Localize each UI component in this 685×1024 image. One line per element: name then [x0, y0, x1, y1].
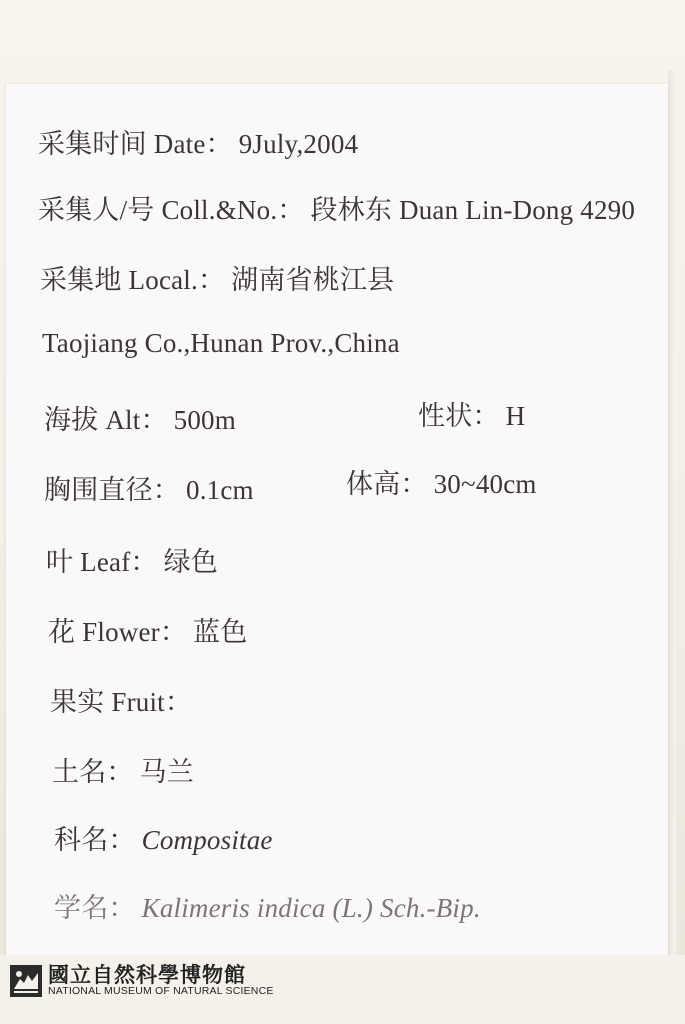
- fruit-label: 果实 Fruit：: [50, 687, 193, 717]
- flower-row: [48, 610, 247, 649]
- collector-label: 采集人/号 Coll.&No.：: [38, 195, 305, 225]
- family-label: 科名：: [54, 825, 136, 855]
- scientific-name-value: Kalimeris indica (L.) Sch.-Bip.: [141, 893, 481, 923]
- altitude-value: 500m: [173, 405, 236, 435]
- dbh-value: 0.1cm: [186, 475, 254, 505]
- dbh-label: 胸围直径：: [44, 475, 180, 505]
- locality-row: [40, 258, 394, 297]
- fruit-row: [50, 680, 198, 719]
- date-value: 9July,2004: [238, 129, 359, 159]
- leaf-value: 绿色: [163, 547, 219, 577]
- collector-row: [38, 188, 635, 227]
- habit-row: [418, 394, 525, 433]
- local-name-value: 马兰: [139, 757, 195, 787]
- date-label: 采集时间 Date：: [38, 129, 233, 159]
- family-row: [54, 818, 273, 857]
- collector-value: 段林东 Duan Lin-Dong 4290: [310, 195, 636, 225]
- dbh-row: [44, 468, 254, 507]
- leaf-label: 叶 Leaf：: [46, 547, 158, 577]
- locality-en-row: [42, 328, 400, 359]
- altitude-row: [44, 398, 236, 437]
- height-value: 30~40cm: [433, 469, 537, 499]
- locality-value: 湖南省桃江县: [231, 265, 395, 295]
- flower-label: 花 Flower：: [48, 617, 188, 647]
- museum-logo-icon: [10, 965, 42, 997]
- card-edge: [668, 70, 676, 970]
- altitude-label: 海拔 Alt：: [44, 405, 168, 435]
- leaf-row: [46, 540, 218, 579]
- institution-footer: [0, 955, 685, 1024]
- habit-label: 性状：: [418, 401, 500, 431]
- locality-label: 采集地 Local.：: [40, 265, 226, 295]
- institution-name-cn: 國立自然科學博物館: [48, 963, 246, 987]
- locality-en-value: Taojiang Co.,Hunan Prov.,China: [42, 328, 400, 358]
- height-label: 体高：: [346, 469, 428, 499]
- height-row: [346, 462, 537, 501]
- local-name-row: [52, 750, 194, 789]
- date-row: [38, 122, 358, 161]
- scientific-name-label: 学名：: [54, 893, 136, 923]
- local-name-label: 土名：: [52, 757, 134, 787]
- family-value: Compositae: [141, 825, 273, 855]
- flower-value: 蓝色: [193, 617, 248, 647]
- habit-value: H: [505, 401, 526, 431]
- scientific-name-row: [54, 886, 481, 925]
- institution-name-en: NATIONAL MUSEUM OF NATURAL SCIENCE: [48, 985, 274, 997]
